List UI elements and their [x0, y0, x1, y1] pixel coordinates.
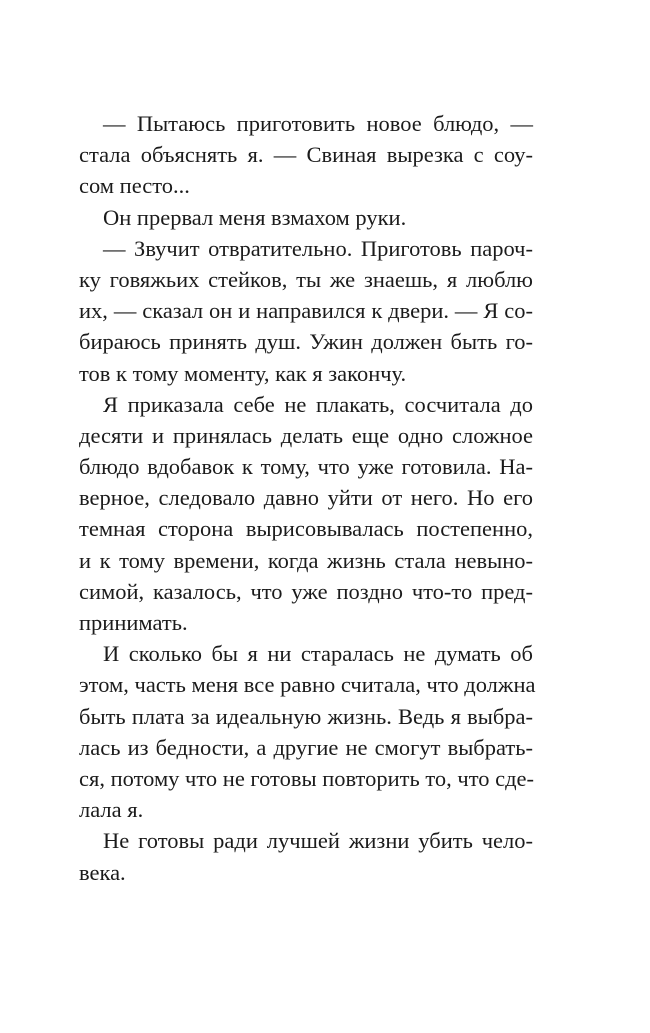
text-line: века. [79, 859, 126, 885]
paragraph-4 [79, 389, 533, 639]
text-line: — Пытаюсь приготовить новое блюдо, — [103, 111, 533, 136]
text-line: и к тому времени, когда жизнь стала невыно- [79, 547, 533, 573]
text-line: блюдо вдобавок к тому, что уже готовила. На- [79, 454, 533, 480]
text-line: лала я. [79, 797, 144, 823]
text-line: ся, потому что не готовы повторить то, что сде- [79, 765, 535, 791]
text-line: Не готовы ради лучшей жизни убить чело- [103, 828, 533, 854]
text-line: И сколько бы я ни старалась не думать об [103, 641, 533, 667]
text-line: лась из бедности, а другие не смогут выбрать- [79, 734, 533, 760]
paragraph-1 [79, 108, 533, 202]
text-line: тов к тому моменту, как я закончу. [79, 360, 407, 386]
text-line: — Звучит отвратительно. Приготовь пароч- [103, 235, 533, 261]
text-line: ку говяжьих стейков, ты же знаешь, я люблю [79, 266, 533, 292]
text-line: стала объяснять я. — Свиная вырезка с соу- [79, 142, 533, 168]
text-line: быть плата за идеальную жизнь. Ведь я выбра- [79, 703, 533, 729]
text-line: Он прервал меня взмахом руки. [103, 204, 407, 230]
text-line: сом песто... [79, 173, 190, 199]
text-line: темная сторона вырисовывалась постепенно, [79, 516, 533, 542]
text-line: этом, часть меня все равно считала, что должна [79, 672, 536, 698]
paragraph-5 [79, 638, 536, 825]
text-line: бираюсь принять душ. Ужин должен быть го- [79, 329, 533, 355]
paragraph-3 [79, 233, 533, 389]
text-line: верное, следовало давно уйти от него. Но его [79, 485, 533, 511]
text-line: их, — сказал он и направился к двери. — Я со- [79, 298, 533, 324]
text-line: Я приказала себе не плакать, сосчитала до [103, 391, 533, 417]
body-text [79, 108, 536, 888]
paragraph-6 [79, 825, 533, 887]
text-line: десяти и принялась делать еще одно сложное [79, 422, 533, 448]
text-line: симой, казалось, что уже поздно что-то пред- [79, 578, 533, 604]
text-line: принимать. [79, 610, 188, 635]
paragraph-2 [79, 202, 533, 233]
